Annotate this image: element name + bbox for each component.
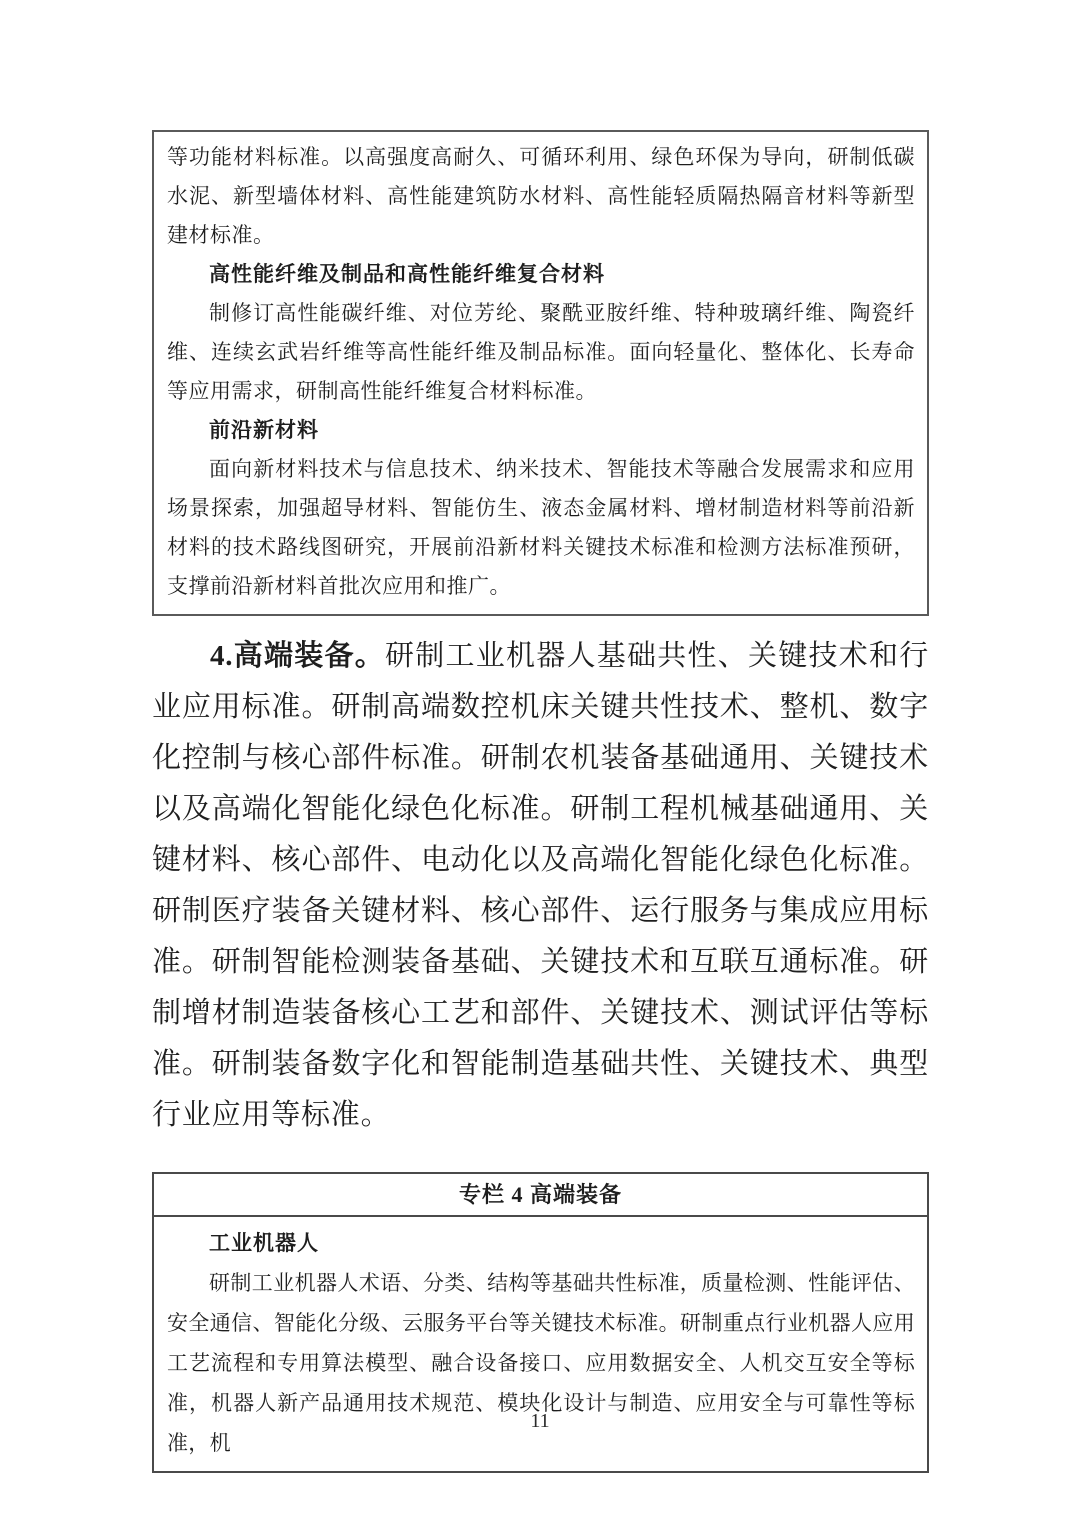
section-heading-frontier-materials: 前沿新材料 (209, 418, 319, 442)
main-paragraph-high-end-equipment (152, 631, 929, 1141)
subheading-industrial-robots: 工业机器人 (209, 1231, 319, 1255)
item-body-text: 研制工业机器人基础共性、关键技术和行业应用标准。研制高端数控机床关键共性技术、整机、数字化控制与核心部件标准。研制农机装备基础通用、关键技术以及高端化智能化绿色化标准。研制工程机械基础通用、关键材料、核心部件、电动化以及高端化智能化绿色化标准。研制医疗装备关键材料、核心部件、运行服务与集成应用标准。研制智能检测装备基础、关键技术和互联互通标准。研制增材制造装备核心工艺和部件、关键技术、测试评估等标准。研制装备数字化和智能制造基础共性、关键技术、典型行业应用等标准。 (152, 640, 929, 1131)
column-4-title: 专栏 4 高端装备 (154, 1174, 927, 1217)
section-body-high-performance-fiber: 制修订高性能碳纤维、对位芳纶、聚酰亚胺纤维、特种玻璃纤维、陶瓷纤维、连续玄武岩纤维等高性能纤维及制品标准。面向轻量化、整体化、长寿命等应用需求，研制高性能纤维复合材料标准。 (167, 301, 915, 403)
section-body-frontier-materials: 面向新材料技术与信息技术、纳米技术、智能技术等融合发展需求和应用场景探索，加强超导材料、智能仿生、液态金属材料、增材制造材料等前沿新材料的技术路线图研究，开展前沿新材料关键技术标准和检测方法标准预研，支撑前沿新材料首批次应用和推广。 (167, 457, 915, 598)
materials-continuation-paragraph: 等功能材料标准。以高强度高耐久、可循环利用、绿色环保为导向，研制低碳水泥、新型墙体材料、高性能建筑防水材料、高性能轻质隔热隔音材料等新型建材标准。 (167, 145, 915, 247)
item-number-label: 4.高端装备。 (210, 640, 386, 672)
page-number: 11 (530, 1410, 550, 1432)
materials-column-box (152, 130, 929, 616)
section-heading-high-performance-fiber: 高性能纤维及制品和高性能纤维复合材料 (209, 262, 605, 286)
industrial-robots-paragraph: 研制工业机器人术语、分类、结构等基础共性标准，质量检测、性能评估、安全通信、智能化分级、云服务平台等关键技术标准。研制重点行业机器人应用工艺流程和专用算法模型、融合设备接口、应用数据安全、人机交互安全等标准，机器人新产品通用技术规范、模块化设计与制造、应用安全与可靠性等标准，机 (167, 1271, 915, 1455)
page-content (152, 130, 929, 1473)
